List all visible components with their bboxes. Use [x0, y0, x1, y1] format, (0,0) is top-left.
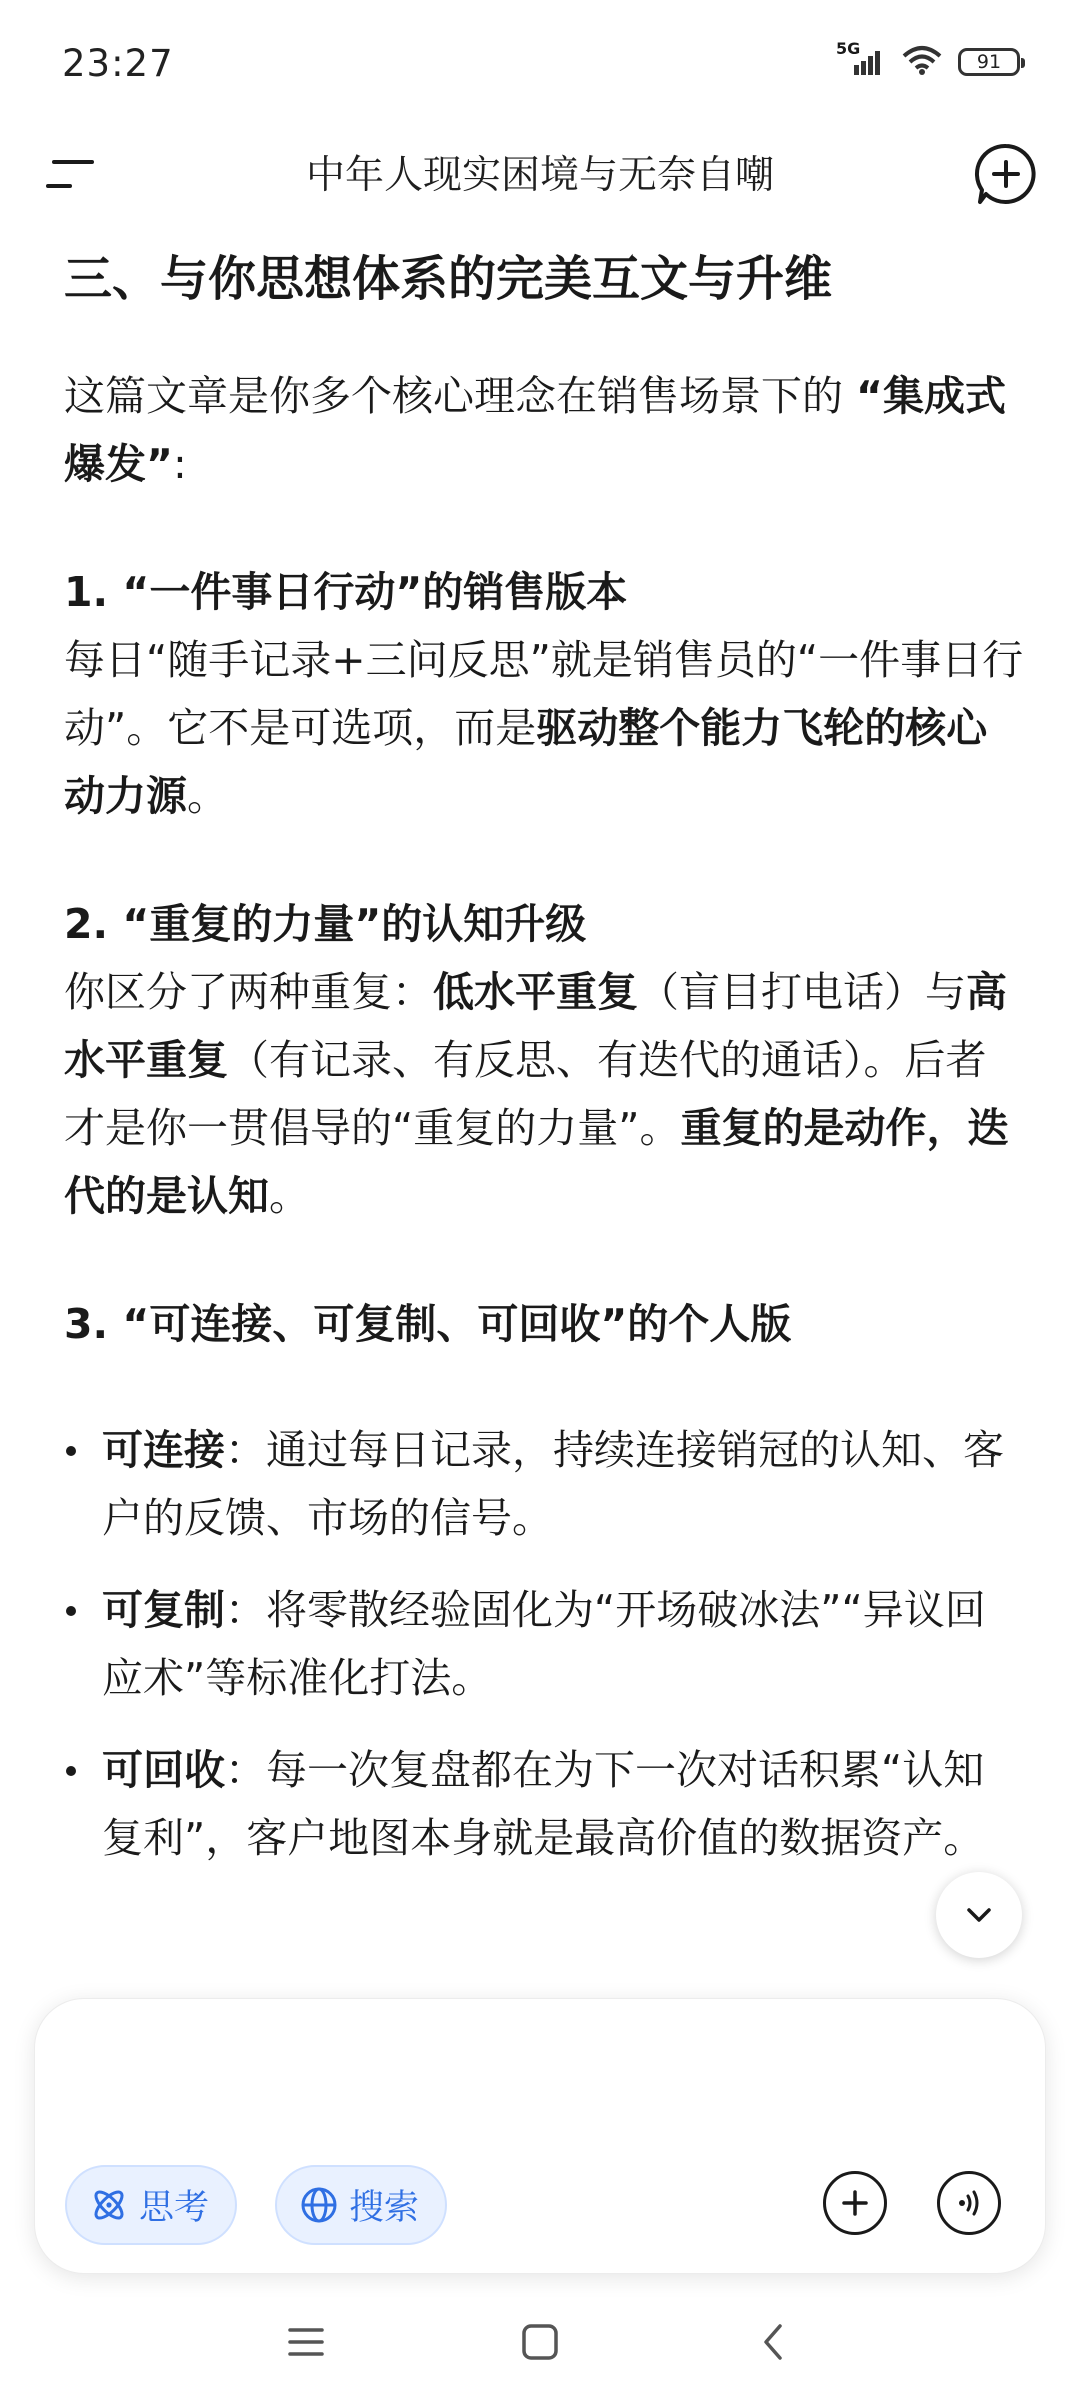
intro-paragraph	[64, 362, 1024, 498]
bullet-dot	[66, 1766, 76, 1776]
bullet-term: 可回收	[102, 1746, 225, 1794]
status-bar	[0, 0, 1080, 120]
new-chat-icon[interactable]	[972, 140, 1040, 208]
back-chevron-icon	[756, 2322, 792, 2362]
point-bold: 重复的是动作，迭代的是认知	[64, 1104, 1009, 1220]
point-2	[64, 890, 1024, 1230]
point-text: 你区分了两种重复：	[64, 968, 433, 1016]
wifi-icon	[900, 44, 944, 80]
think-label: 思考	[139, 2188, 210, 2228]
list-item	[64, 1736, 1024, 1872]
point-text: （有记录、有反思、有迭代的通话）。后者才是你一贯倡导的“重复的力量”。	[64, 1036, 987, 1152]
status-icons	[836, 39, 1020, 80]
message-content	[64, 232, 1024, 1896]
search-label: 搜索	[349, 2188, 420, 2228]
point-heading: 2. “重复的力量”的认知升级	[64, 900, 587, 948]
bullet-term: 可复制	[102, 1586, 225, 1634]
point-3	[64, 1290, 1024, 1872]
home-button[interactable]	[510, 2312, 570, 2372]
composer	[34, 1998, 1046, 2274]
point-heading: 3. “可连接、可复制、可回收”的个人版	[64, 1300, 792, 1348]
list-item	[64, 1416, 1024, 1552]
globe-icon	[299, 2185, 339, 2225]
bullet-list	[64, 1416, 1024, 1872]
system-nav-bar	[0, 2300, 1080, 2400]
search-button[interactable]	[275, 2165, 447, 2245]
point-body	[64, 626, 1024, 830]
point-end: 。	[269, 1172, 310, 1220]
think-button[interactable]	[65, 2165, 237, 2245]
message-input[interactable]	[77, 2039, 681, 2101]
intro-bold: “集成式爆发”	[64, 372, 1006, 488]
signal-icon	[836, 39, 886, 77]
network-type: 5G	[836, 39, 861, 58]
list-item	[64, 1576, 1024, 1712]
point-bold: 低水平重复	[433, 968, 638, 1016]
bullet-text: ：通过每日记录，持续连接销冠的认知、客户的反馈、市场的信号。	[102, 1426, 1004, 1542]
intro-end: :	[172, 440, 187, 488]
section-title: 三、与你思想体系的完美互文与升维	[64, 251, 833, 307]
voice-wave-icon	[952, 2186, 986, 2220]
square-icon	[520, 2322, 560, 2362]
point-1	[64, 558, 1024, 830]
point-body	[64, 958, 1024, 1230]
voice-call-button[interactable]	[937, 2171, 1001, 2235]
back-button[interactable]	[744, 2312, 804, 2372]
app-header	[0, 120, 1080, 230]
intro-text: 这篇文章是你多个核心理念在销售场景下的	[64, 372, 857, 420]
bullet-term: 可连接	[102, 1426, 225, 1474]
point-end: 。	[187, 772, 228, 820]
battery-icon: 91	[958, 48, 1020, 76]
bullet-dot	[66, 1606, 76, 1616]
add-attachment-button[interactable]	[823, 2171, 887, 2235]
point-bold: 驱动整个能力飞轮的核心动力源	[64, 704, 988, 820]
bullet-text: ：将零散经验固化为“开场破冰法”“异议回应术”等标准化打法。	[102, 1586, 986, 1702]
menu-lines-icon	[286, 2324, 326, 2360]
bullet-dot	[66, 1446, 76, 1456]
point-text: （盲目打电话）与	[638, 968, 966, 1016]
point-bold: 高水平重复	[64, 968, 1007, 1084]
plus-icon	[838, 2186, 872, 2220]
page-title: 中年人现实困境与无奈自嘲	[305, 153, 774, 198]
status-time: 23:27	[62, 42, 174, 85]
recent-apps-button[interactable]	[276, 2312, 336, 2372]
scroll-down-button[interactable]	[936, 1872, 1022, 1958]
point-text: 每日“随手记录+三问反思”就是销售员的“一件事日行动”。它不是可选项，而是	[64, 636, 1024, 752]
point-heading: 1. “一件事日行动”的销售版本	[64, 568, 628, 616]
chevron-down-icon	[961, 1897, 997, 1933]
atom-icon	[89, 2185, 129, 2225]
bullet-text: ：每一次复盘都在为下一次对话积累“认知复利”，客户地图本身就是最高价值的数据资产。	[102, 1746, 985, 1862]
